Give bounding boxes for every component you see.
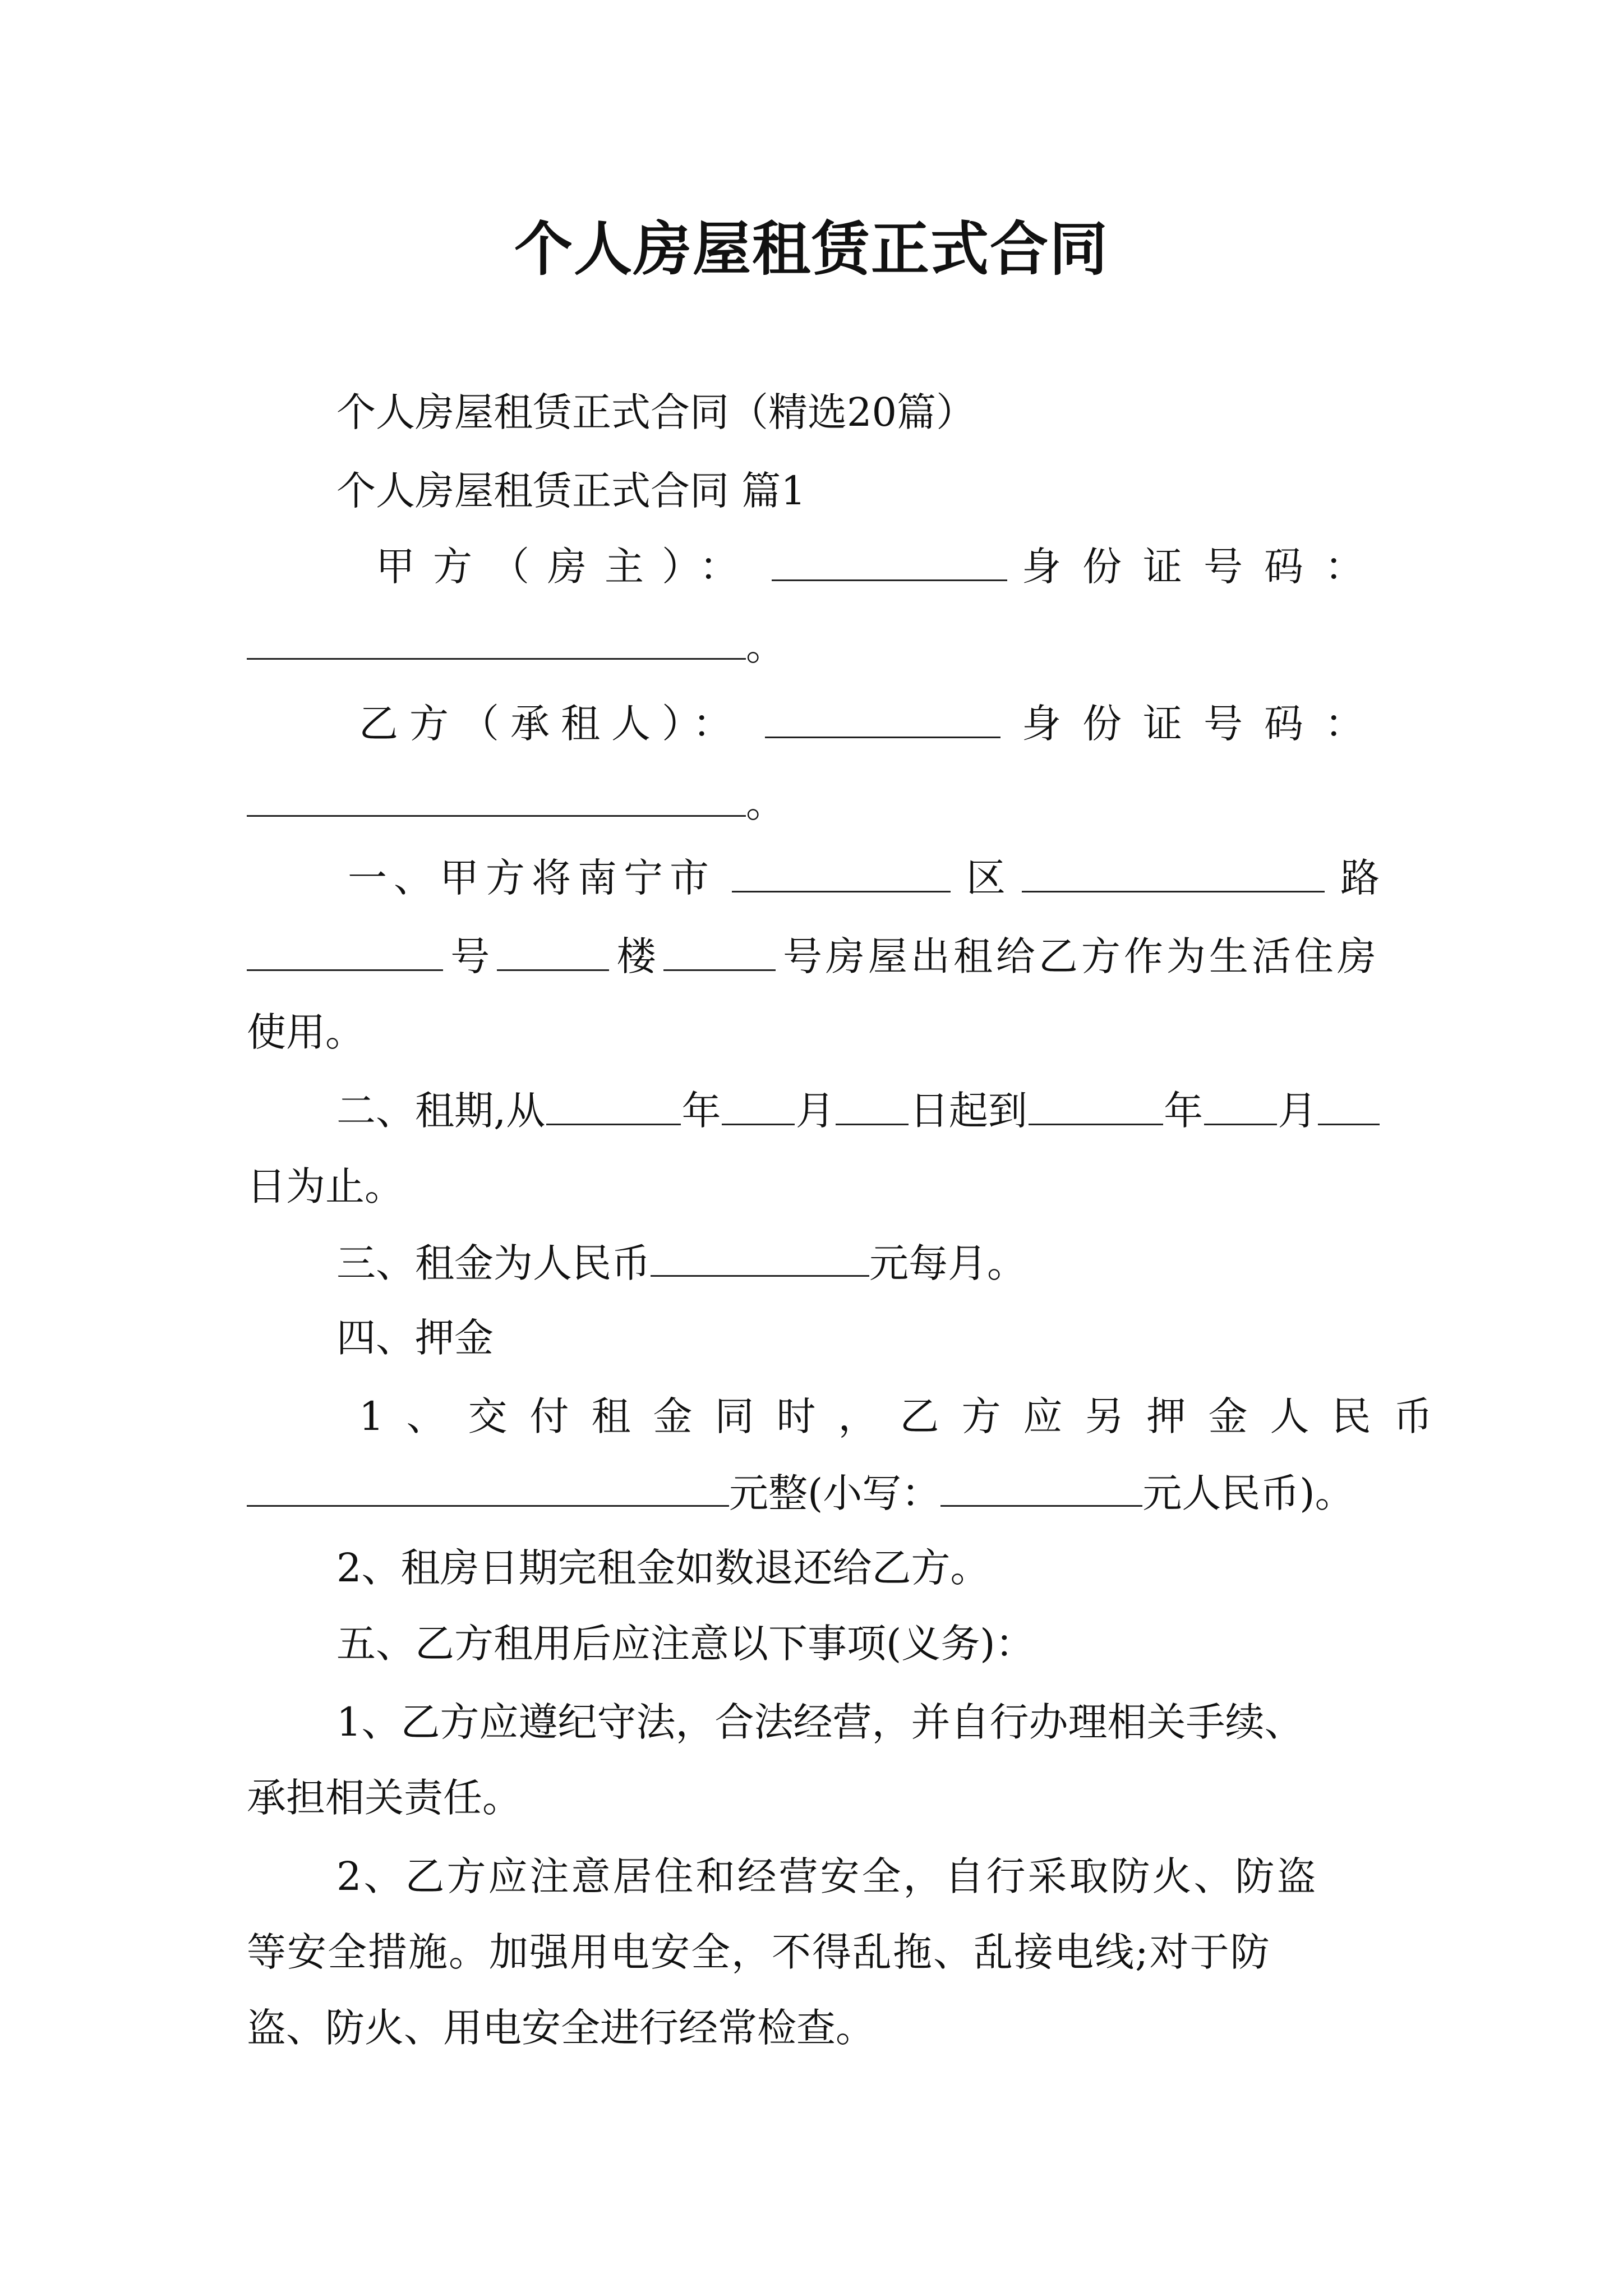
clause1-line1	[348, 855, 1380, 901]
clause1-line2	[247, 933, 1380, 979]
period: 。	[746, 623, 785, 669]
clause2-line2: 日为止。	[247, 1163, 404, 1209]
clause4-text-2: 元人民币)。	[1142, 1470, 1354, 1516]
clause5-p2-line3: 盗、防火、用电安全进行经常检查。	[247, 2005, 875, 2051]
party-a-label: 甲方（房主）：	[376, 544, 757, 590]
start-year-blank	[546, 1091, 681, 1125]
clause5-p2-line2: 等安全措施。加强用电安全，不得乱拖、乱接电线;对于防	[247, 1929, 1271, 1975]
clause3-text: 三、租金为人民币	[336, 1240, 651, 1286]
clause4-heading: 四、押金	[336, 1315, 494, 1361]
clause1-number: 号	[450, 933, 490, 979]
deposit-small-blank	[940, 1473, 1142, 1507]
clause1-road: 路	[1340, 855, 1380, 901]
clause4-text: 元整(小写：	[729, 1470, 941, 1516]
subtitle: 个人房屋租赁正式合同（精选20篇）	[336, 389, 976, 435]
clause2-year: 年	[681, 1088, 721, 1134]
party-a-name-blank	[772, 547, 1007, 581]
party-b-id-label: 身份证号码：	[1022, 701, 1385, 747]
clause5-heading: 五、乙方租用后应注意以下事项(义务)：	[336, 1621, 1035, 1667]
clause1-building: 楼	[616, 933, 656, 979]
party-a-id-label: 身份证号码：	[1022, 544, 1385, 590]
number-blank	[247, 937, 443, 971]
period: 。	[746, 780, 785, 826]
clause2-text: 二、租期,从	[336, 1088, 546, 1134]
party-b-name-blank	[765, 704, 1000, 738]
clause5-p2-line1: 2、乙方应注意居住和经营安全，自行采取防火、防盗	[336, 1853, 1318, 1899]
party-a-id-blank	[247, 625, 746, 660]
deposit-blank	[247, 1473, 729, 1507]
party-b-id-line	[247, 780, 785, 826]
party-b-id-blank	[247, 783, 746, 817]
document-title: 个人房屋租赁正式合同	[514, 214, 1109, 283]
clause2-line1	[336, 1088, 1380, 1134]
clause3-unit: 元每月。	[869, 1240, 1026, 1286]
party-b-label: 乙方（承租人）：	[359, 701, 743, 747]
end-month-blank	[1204, 1091, 1277, 1125]
party-a-id-line	[247, 623, 785, 669]
rent-blank	[651, 1243, 869, 1277]
clause2-month-2: 月	[1278, 1088, 1317, 1134]
clause1-text: 一、甲方将南宁市	[348, 855, 716, 901]
district-blank	[732, 858, 951, 892]
clause2-until: 日起到	[909, 1088, 1027, 1134]
building-blank	[497, 937, 609, 971]
clause2-month: 月	[795, 1088, 835, 1134]
party-b-line	[359, 701, 1385, 747]
clause5-p1-line2: 承担相关责任。	[247, 1775, 522, 1821]
section-heading: 个人房屋租赁正式合同 篇1	[336, 468, 806, 514]
clause1-district: 区	[966, 855, 1006, 901]
clause4-p2: 2、租房日期完租金如数退还给乙方。	[336, 1545, 990, 1591]
clause1-text-2: 号房屋出租给乙方作为生活住房	[782, 933, 1380, 979]
start-month-blank	[722, 1091, 795, 1125]
party-a-line	[376, 544, 1385, 590]
clause3-line	[336, 1240, 1026, 1286]
clause4-p1-line1: 1、交付租金同时，乙方应另押金人民币	[359, 1393, 1455, 1439]
road-blank	[1022, 858, 1325, 892]
start-day-blank	[836, 1091, 909, 1125]
clause4-p1-line2	[247, 1470, 1354, 1516]
end-day-blank	[1318, 1091, 1380, 1125]
clause5-p1-line1: 1、乙方应遵纪守法，合法经营，并自行办理相关手续、	[336, 1699, 1304, 1745]
end-year-blank	[1029, 1091, 1163, 1125]
room-blank	[663, 937, 776, 971]
clause1-line3: 使用。	[247, 1009, 365, 1055]
clause2-year-2: 年	[1164, 1088, 1204, 1134]
